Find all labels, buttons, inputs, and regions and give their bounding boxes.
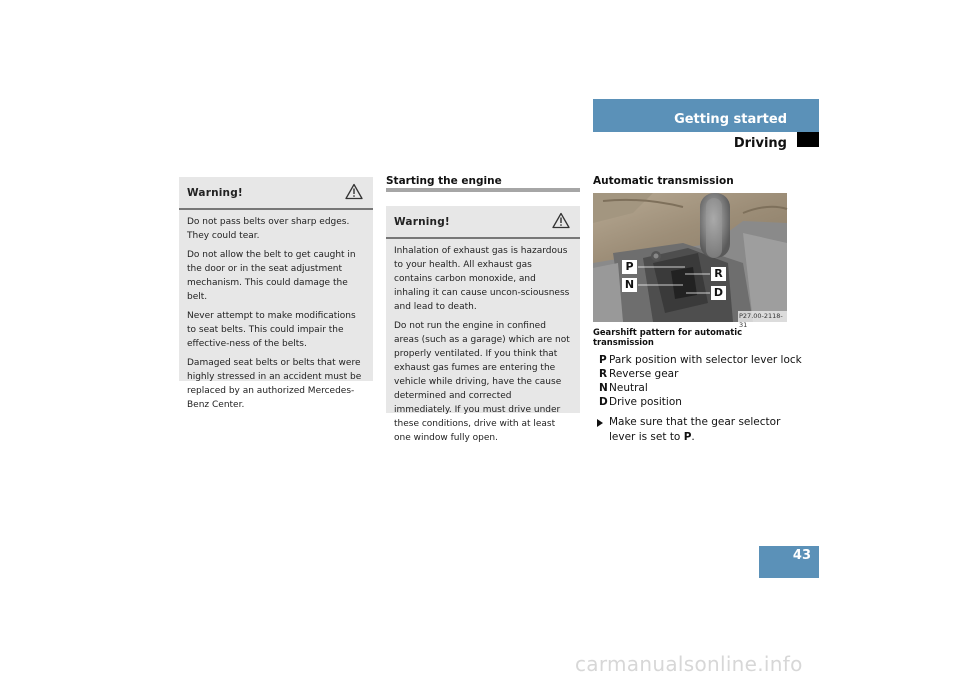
gear-key: R [599,368,608,380]
figure-code: P27.00-2118-31 [739,312,783,329]
gear-desc: Reverse gear [609,368,679,380]
section-title: Driving [733,136,787,151]
warning-paragraph: Inhalation of exhaust gas is hazardous to your health. All exhaust gas contains carbon monoxide, and inhaling it can cause uncon-sciousness and lead to death. [394,246,570,312]
warning-box-seatbelts [179,177,373,410]
warning-body [179,210,373,418]
figure-label-p: P [625,260,634,273]
gear-desc: Neutral [609,382,648,394]
warning-body [386,239,580,451]
gearshift-photo [593,193,787,329]
instruction-suffix: . [691,431,695,443]
chapter-title: Getting started [674,112,787,127]
gear-desc: Park position with selector lever lock [609,354,802,366]
figure-label-r: R [714,267,723,280]
watermark: carmanualsonline.info [575,652,803,676]
gear-key: N [599,382,608,394]
list-item [599,367,799,381]
instruction-prefix: Make sure that the gear selector lever is set to [609,416,781,443]
figure-label-n: N [624,278,635,291]
gear-key: P [599,354,607,366]
page-number: 43 [792,548,811,563]
list-item [599,381,799,395]
list-item [599,395,799,409]
gear-legend-list [599,353,802,409]
figure-label-d: D [713,286,724,299]
figure-caption: Gearshift pattern for automatic transmission [593,327,743,347]
warning-paragraph: Do not pass belts over sharp edges. They could tear. [187,217,350,241]
warning-title: Warning! [187,187,243,199]
bullet-triangle-icon [597,419,603,427]
warning-title: Warning! [394,216,450,228]
warning-paragraph: Never attempt to make modifications to seat belts. This could impair the effective-ness of the belts. [187,311,356,349]
warning-header [386,206,580,239]
gear-key: D [599,396,608,408]
instruction-step [597,415,797,445]
warning-box-exhaust [386,206,580,443]
list-item [599,353,802,367]
warning-triangle-icon [345,183,363,204]
section-rule [386,188,580,192]
warning-paragraph: Damaged seat belts or belts that were highly stressed in an accident must be replaced by an authorized Mercedes-Benz Center. [187,358,362,410]
automatic-transmission-title: Automatic transmission [593,175,734,187]
warning-triangle-icon [552,212,570,233]
instruction-text [609,415,797,445]
warning-header [179,177,373,210]
warning-paragraph: Do not run the engine in confined areas (such as a garage) which are not properly ventilated. If you think that exhaust gas fumes are entering the vehicle while driving, have the cause determined and corrected immediately. If you must drive under these conditions, drive with at least one window fully open. [394,321,570,443]
instruction-value: P [683,431,692,443]
warning-paragraph: Do not allow the belt to get caught in the door or in the seat adjustment mechanism. This could damage the belt. [187,250,356,302]
gear-desc: Drive position [609,396,682,408]
starting-engine-title: Starting the engine [386,175,502,187]
section-marker [797,132,819,147]
